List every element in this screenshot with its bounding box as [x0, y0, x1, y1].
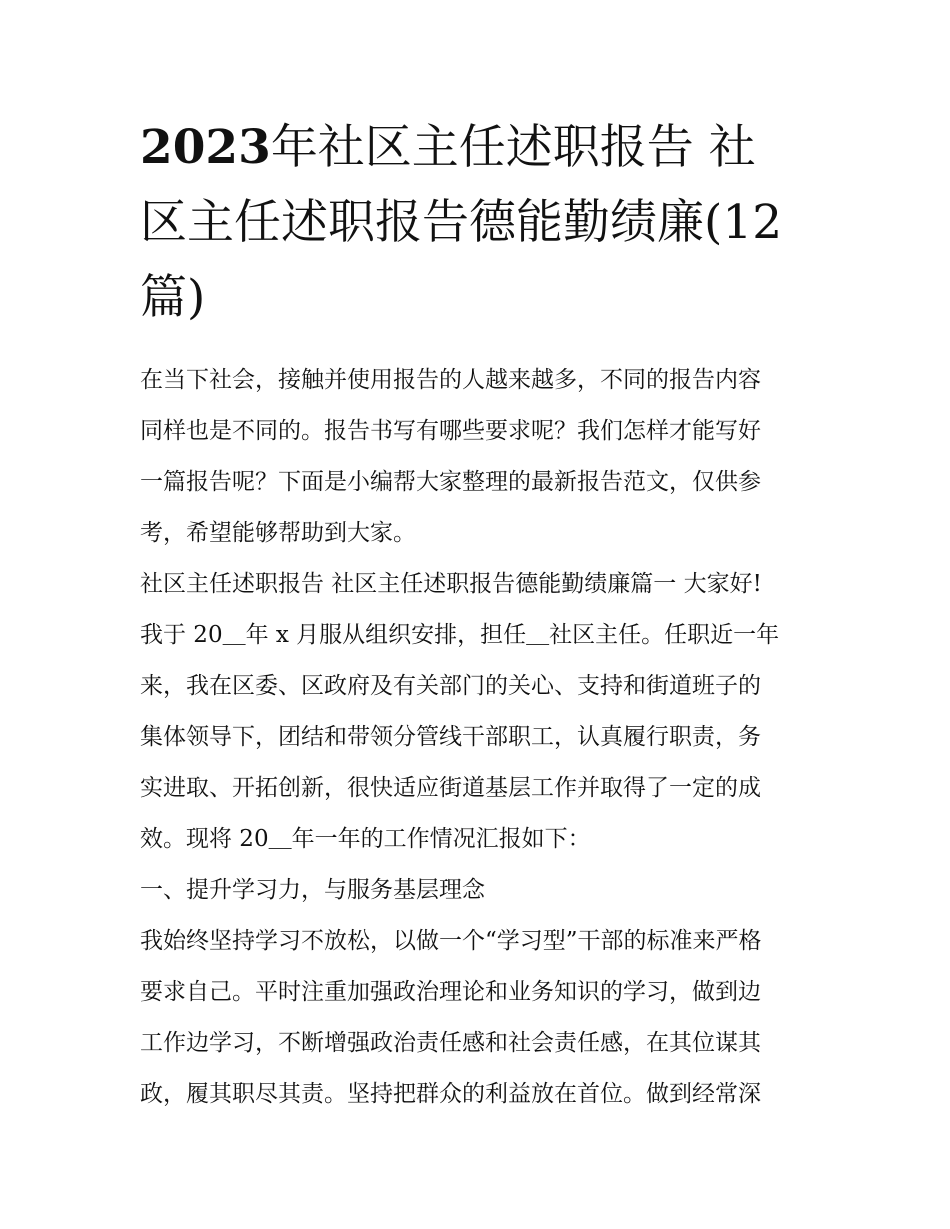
body-line: 效。现将 20＿年一年的工作情况汇报如下：: [140, 826, 591, 852]
title-line-3: 篇): [140, 270, 206, 325]
title-year: 2023: [140, 120, 271, 175]
body-line: 实进取、开拓创新，很快适应街道基层工作并取得了一定的成: [140, 775, 761, 801]
body-line: 我始终坚持学习不放松，以做一个“学习型”干部的标准来严格: [140, 928, 762, 954]
document-title: [140, 110, 820, 335]
body-line: 来，我在区委、区政府及有关部门的关心、支持和街道班子的: [140, 673, 761, 699]
title-line-1: [140, 110, 820, 185]
document-body: [140, 355, 820, 1120]
body-line: 政，履其职尽其责。坚持把群众的利益放在首位。做到经常深: [140, 1081, 761, 1107]
body-line: 要求自己。平时注重加强政治理论和业务知识的学习，做到边: [140, 979, 761, 1005]
body-line: 工作边学习，不断增强政治责任感和社会责任感，在其位谋其: [140, 1030, 761, 1056]
section-heading: 一、提升学习力，与服务基层理念: [140, 877, 485, 903]
body-line: 在当下社会，接触并使用报告的人越来越多，不同的报告内容: [140, 367, 761, 393]
body-line: 考，希望能够帮助到大家。: [140, 520, 416, 546]
body-line: 社区主任述职报告 社区主任述职报告德能勤绩廉篇一 大家好!: [140, 571, 762, 597]
body-line: 集体领导下，团结和带领分管线干部职工，认真履行职责，务: [140, 724, 761, 750]
body-line: 同样也是不同的。报告书写有哪些要求呢？我们怎样才能写好: [140, 418, 761, 444]
body-line: 我于 20＿年 x 月服从组织安排，担任＿社区主任。任职近一年: [140, 622, 780, 648]
title-line-1-text: 年社区主任述职报告 社: [270, 120, 756, 175]
body-line: 一篇报告呢？下面是小编帮大家整理的最新报告范文，仅供参: [140, 469, 761, 495]
title-line-2: 区主任述职报告德能勤绩廉(12: [140, 195, 783, 250]
